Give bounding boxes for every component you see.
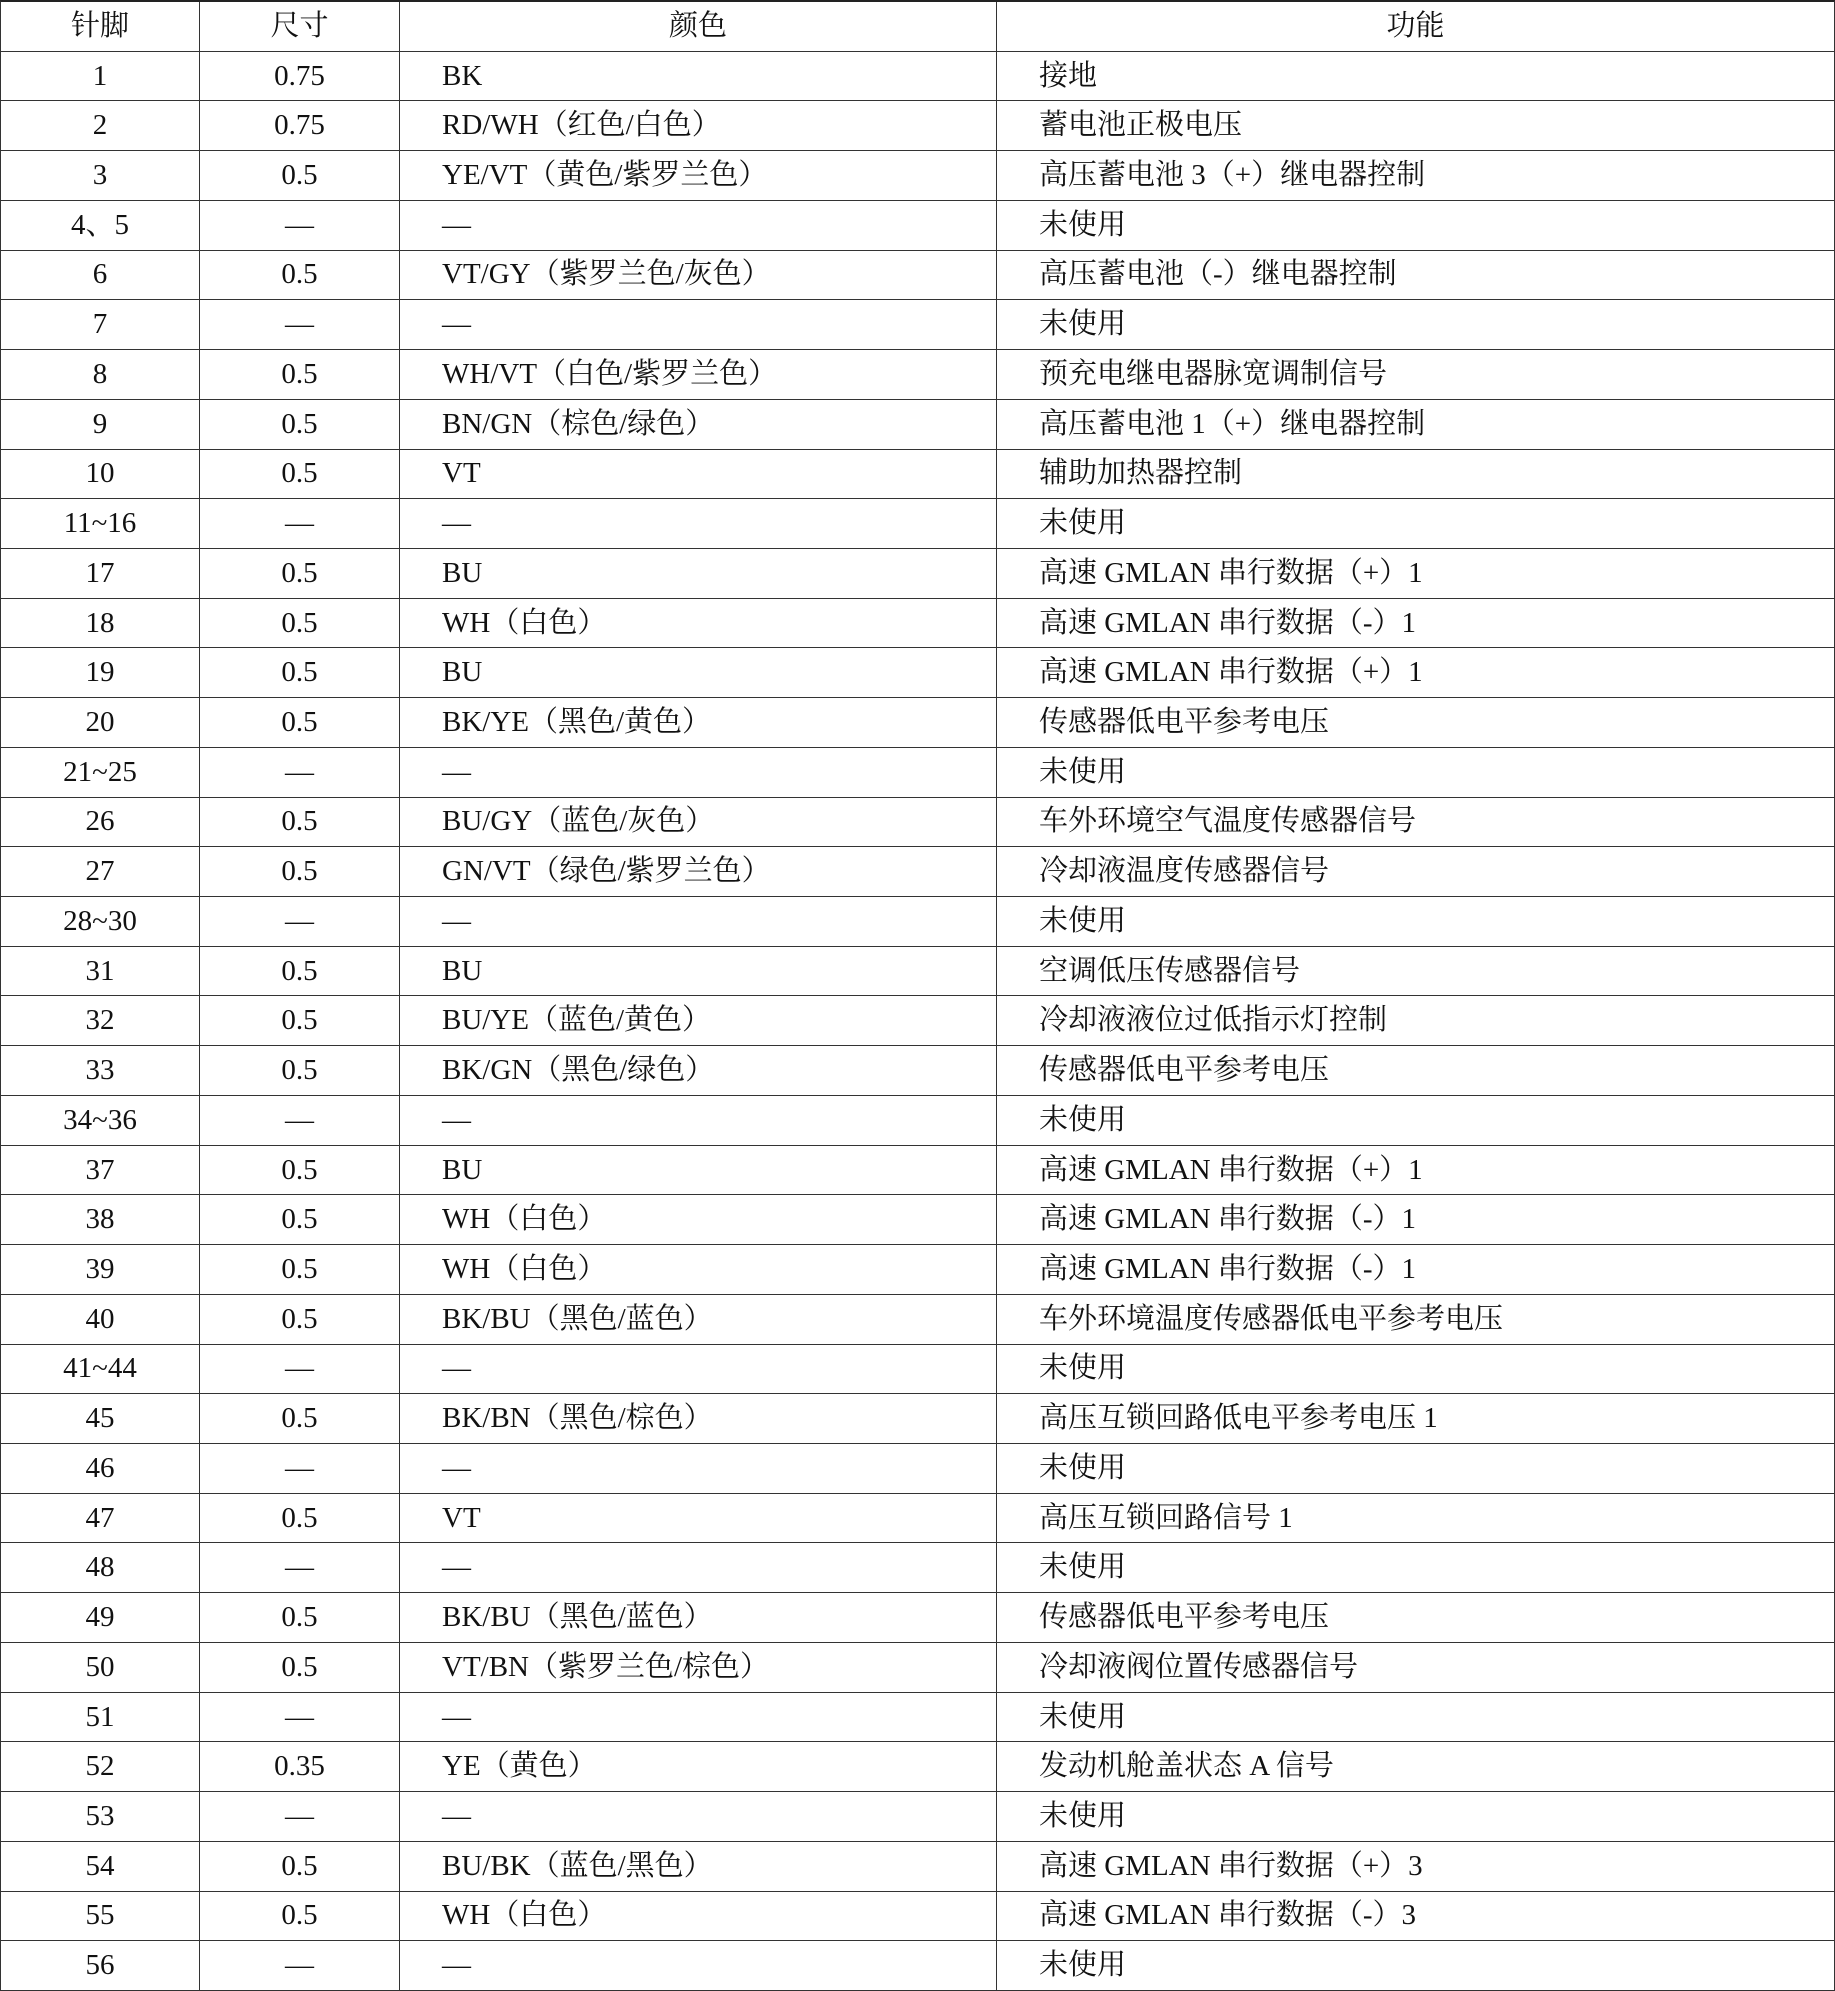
function-cell: 高速 GMLAN 串行数据（-）1 <box>1039 1203 1416 1236</box>
pin-cell: 9 <box>1 400 200 449</box>
function-cell: 预充电继电器脉宽调制信号 <box>1039 357 1388 390</box>
pin-cell: 45 <box>1 1394 200 1443</box>
pin-cell: 33 <box>1 1046 200 1095</box>
pin-cell: 8 <box>1 350 200 399</box>
color-cell: — <box>400 1096 997 1145</box>
color-cell: GN/VT（绿色/紫罗兰色） <box>400 847 997 896</box>
function-cell: 未使用 <box>1039 507 1127 540</box>
color-cell: BK/GN（黑色/绿色） <box>400 1046 997 1095</box>
color-cell: — <box>400 748 997 797</box>
function-cell: 发动机舱盖状态 A 信号 <box>1039 1750 1334 1783</box>
size-cell: 0.5 <box>200 400 400 449</box>
color-cell: — <box>400 1444 997 1493</box>
size-cell: 0.35 <box>200 1742 400 1791</box>
table-row <box>1 251 1834 301</box>
size-cell: — <box>200 1096 400 1145</box>
pin-cell: 28~30 <box>1 897 200 946</box>
table-row <box>1 1792 1834 1842</box>
table-row <box>1 1146 1834 1196</box>
size-cell: — <box>200 748 400 797</box>
function-cell: 接地 <box>1039 59 1098 92</box>
size-cell: 0.5 <box>200 1394 400 1443</box>
size-cell: 0.5 <box>200 847 400 896</box>
function-cell: 蓄电池正极电压 <box>1039 109 1243 142</box>
function-cell: 未使用 <box>1039 1352 1127 1385</box>
table-row <box>1 1593 1834 1643</box>
pin-cell: 3 <box>1 151 200 200</box>
pin-cell: 56 <box>1 1941 200 1990</box>
color-cell: WH（白色） <box>400 1892 997 1941</box>
function-cell: 高压互锁回路信号 1 <box>1039 1501 1293 1534</box>
table-row <box>1 450 1834 500</box>
size-cell: 0.5 <box>200 1842 400 1891</box>
header-size: 尺寸 <box>200 2 400 51</box>
function-cell: 高速 GMLAN 串行数据（+）1 <box>1039 1153 1423 1186</box>
color-cell: VT <box>400 450 997 499</box>
table-row <box>1 400 1834 450</box>
table-row <box>1 1295 1834 1345</box>
function-cell: 冷却液阀位置传感器信号 <box>1039 1650 1359 1683</box>
color-cell: BN/GN（棕色/绿色） <box>400 400 997 449</box>
color-cell: VT <box>400 1494 997 1543</box>
function-cell: 高速 GMLAN 串行数据（-）1 <box>1039 606 1416 639</box>
color-cell: BU <box>400 947 997 996</box>
color-cell: RD/WH（红色/白色） <box>400 101 997 150</box>
table-row <box>1 648 1834 698</box>
function-cell: 未使用 <box>1039 755 1127 788</box>
pin-cell: 46 <box>1 1444 200 1493</box>
size-cell: — <box>200 499 400 548</box>
size-cell: 0.5 <box>200 798 400 847</box>
color-cell: BU <box>400 1146 997 1195</box>
table-row <box>1 1096 1834 1146</box>
header-color: 颜色 <box>400 2 997 51</box>
color-cell: — <box>400 1792 997 1841</box>
size-cell: 0.5 <box>200 251 400 300</box>
function-cell: 未使用 <box>1039 308 1127 341</box>
pin-cell: 1 <box>1 52 200 101</box>
color-cell: — <box>400 201 997 250</box>
size-cell: — <box>200 1792 400 1841</box>
function-cell: 冷却液温度传感器信号 <box>1039 855 1330 888</box>
color-cell: WH（白色） <box>400 1245 997 1294</box>
pin-cell: 10 <box>1 450 200 499</box>
pin-cell: 17 <box>1 549 200 598</box>
table-row <box>1 1345 1834 1395</box>
color-cell: BK <box>400 52 997 101</box>
pin-cell: 51 <box>1 1693 200 1742</box>
color-cell: — <box>400 1543 997 1592</box>
size-cell: 0.5 <box>200 947 400 996</box>
color-cell: BU <box>400 549 997 598</box>
function-cell: 空调低压传感器信号 <box>1039 954 1301 987</box>
pin-cell: 32 <box>1 996 200 1045</box>
size-cell: — <box>200 1444 400 1493</box>
pin-cell: 26 <box>1 798 200 847</box>
color-cell: BK/BU（黑色/蓝色） <box>400 1593 997 1642</box>
pin-cell: 27 <box>1 847 200 896</box>
size-cell: — <box>200 1693 400 1742</box>
function-cell: 未使用 <box>1039 208 1127 241</box>
function-cell: 高速 GMLAN 串行数据（-）3 <box>1039 1899 1416 1932</box>
size-cell: 0.5 <box>200 1146 400 1195</box>
function-cell: 传感器低电平参考电压 <box>1039 1054 1330 1087</box>
color-cell: WH（白色） <box>400 599 997 648</box>
color-cell: — <box>400 897 997 946</box>
pin-cell: 39 <box>1 1245 200 1294</box>
table-row <box>1 847 1834 897</box>
function-cell: 传感器低电平参考电压 <box>1039 1601 1330 1634</box>
table-row <box>1 897 1834 947</box>
function-cell: 辅助加热器控制 <box>1039 457 1243 490</box>
pin-cell: 31 <box>1 947 200 996</box>
table-row <box>1 996 1834 1046</box>
table-row <box>1 1742 1834 1792</box>
function-cell: 车外环境空气温度传感器信号 <box>1039 805 1417 838</box>
pin-cell: 11~16 <box>1 499 200 548</box>
table-row <box>1 1543 1834 1593</box>
color-cell: — <box>400 499 997 548</box>
pin-cell: 49 <box>1 1593 200 1642</box>
size-cell: 0.5 <box>200 1643 400 1692</box>
size-cell: 0.5 <box>200 1245 400 1294</box>
function-cell: 高速 GMLAN 串行数据（+）3 <box>1039 1849 1423 1882</box>
size-cell: 0.5 <box>200 1593 400 1642</box>
pin-cell: 40 <box>1 1295 200 1344</box>
table-row <box>1 1842 1834 1892</box>
size-cell: 0.5 <box>200 648 400 697</box>
pin-cell: 20 <box>1 698 200 747</box>
table-row <box>1 1892 1834 1942</box>
function-cell: 高压蓄电池 1（+）继电器控制 <box>1039 407 1426 440</box>
function-cell: 高速 GMLAN 串行数据（-）1 <box>1039 1252 1416 1285</box>
pin-cell: 53 <box>1 1792 200 1841</box>
color-cell: YE/VT（黄色/紫罗兰色） <box>400 151 997 200</box>
table-row <box>1 698 1834 748</box>
pin-cell: 55 <box>1 1892 200 1941</box>
color-cell: VT/BN（紫罗兰色/棕色） <box>400 1643 997 1692</box>
function-cell: 高压蓄电池 3（+）继电器控制 <box>1039 159 1426 192</box>
header-pin: 针脚 <box>1 2 200 51</box>
pin-cell: 7 <box>1 300 200 349</box>
table-row <box>1 101 1834 151</box>
function-cell: 车外环境温度传感器低电平参考电压 <box>1039 1302 1504 1335</box>
color-cell: — <box>400 1345 997 1394</box>
size-cell: 0.5 <box>200 599 400 648</box>
function-cell: 未使用 <box>1039 1103 1127 1136</box>
function-cell: 冷却液液位过低指示灯控制 <box>1039 1004 1388 1037</box>
pin-cell: 4、5 <box>1 201 200 250</box>
pin-cell: 48 <box>1 1543 200 1592</box>
function-cell: 未使用 <box>1039 1451 1127 1484</box>
size-cell: 0.5 <box>200 151 400 200</box>
size-cell: 0.5 <box>200 996 400 1045</box>
pin-cell: 37 <box>1 1146 200 1195</box>
function-cell: 未使用 <box>1039 1700 1127 1733</box>
pin-cell: 52 <box>1 1742 200 1791</box>
function-cell: 高压互锁回路低电平参考电压 1 <box>1039 1402 1438 1435</box>
color-cell: YE（黄色） <box>400 1742 997 1791</box>
color-cell: WH/VT（白色/紫罗兰色） <box>400 350 997 399</box>
color-cell: BK/BU（黑色/蓝色） <box>400 1295 997 1344</box>
size-cell: — <box>200 1941 400 1990</box>
pin-cell: 21~25 <box>1 748 200 797</box>
color-cell: VT/GY（紫罗兰色/灰色） <box>400 251 997 300</box>
table-row <box>1 947 1834 997</box>
size-cell: — <box>200 201 400 250</box>
function-cell: 未使用 <box>1039 1799 1127 1832</box>
size-cell: 0.5 <box>200 698 400 747</box>
size-cell: 0.5 <box>200 1195 400 1244</box>
color-cell: BU <box>400 648 997 697</box>
size-cell: 0.5 <box>200 350 400 399</box>
size-cell: 0.5 <box>200 1892 400 1941</box>
function-cell: 未使用 <box>1039 904 1127 937</box>
size-cell: 0.5 <box>200 450 400 499</box>
table-row <box>1 1693 1834 1743</box>
size-cell: 0.5 <box>200 1494 400 1543</box>
table-row <box>1 748 1834 798</box>
color-cell: BU/GY（蓝色/灰色） <box>400 798 997 847</box>
table-row <box>1 599 1834 649</box>
pin-cell: 2 <box>1 101 200 150</box>
table-row <box>1 1245 1834 1295</box>
pin-cell: 19 <box>1 648 200 697</box>
table-row <box>1 1494 1834 1544</box>
table-row <box>1 350 1834 400</box>
color-cell: BK/BN（黑色/棕色） <box>400 1394 997 1443</box>
color-cell: BU/BK（蓝色/黑色） <box>400 1842 997 1891</box>
size-cell: — <box>200 897 400 946</box>
table-row <box>1 798 1834 848</box>
color-cell: WH（白色） <box>400 1195 997 1244</box>
pin-cell: 50 <box>1 1643 200 1692</box>
table-row <box>1 201 1834 251</box>
size-cell: — <box>200 1345 400 1394</box>
function-cell: 传感器低电平参考电压 <box>1039 706 1330 738</box>
header-function: 功能 <box>1386 9 1445 42</box>
size-cell: 0.5 <box>200 1046 400 1095</box>
size-cell: 0.75 <box>200 101 400 150</box>
size-cell: 0.5 <box>200 549 400 598</box>
pin-cell: 18 <box>1 599 200 648</box>
table-row <box>1 1643 1834 1693</box>
pin-cell: 47 <box>1 1494 200 1543</box>
table-row <box>1 1195 1834 1245</box>
pin-cell: 41~44 <box>1 1345 200 1394</box>
table-header-row <box>1 2 1834 52</box>
table-row <box>1 1444 1834 1494</box>
table-row <box>1 1394 1834 1444</box>
color-cell: — <box>400 1693 997 1742</box>
size-cell: 0.5 <box>200 1295 400 1344</box>
size-cell: — <box>200 300 400 349</box>
table-row <box>1 549 1834 599</box>
pin-cell: 54 <box>1 1842 200 1891</box>
function-cell: 高压蓄电池（-）继电器控制 <box>1039 258 1397 291</box>
table-row <box>1 300 1834 350</box>
pin-cell: 6 <box>1 251 200 300</box>
color-cell: BK/YE（黑色/黄色） <box>400 698 997 747</box>
color-cell: BU/YE（蓝色/黄色） <box>400 996 997 1045</box>
color-cell: — <box>400 1941 997 1990</box>
function-cell: 高速 GMLAN 串行数据（+）1 <box>1039 656 1423 689</box>
size-cell: 0.75 <box>200 52 400 101</box>
function-cell: 未使用 <box>1039 1949 1127 1982</box>
color-cell: — <box>400 300 997 349</box>
table-row <box>1 52 1834 102</box>
table-row <box>1 1941 1834 1991</box>
pin-cell: 34~36 <box>1 1096 200 1145</box>
function-cell: 未使用 <box>1039 1551 1127 1584</box>
pin-cell: 38 <box>1 1195 200 1244</box>
table-row <box>1 151 1834 201</box>
function-cell: 高速 GMLAN 串行数据（+）1 <box>1039 556 1423 589</box>
size-cell: — <box>200 1543 400 1592</box>
table-row <box>1 1046 1834 1096</box>
table-row <box>1 499 1834 549</box>
